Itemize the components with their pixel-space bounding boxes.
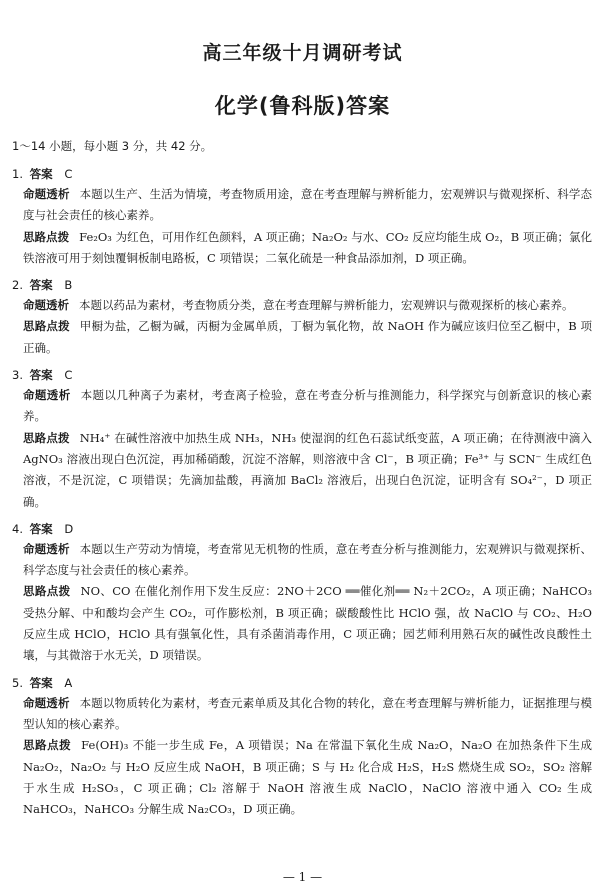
analysis-label: 命题透析 — [23, 695, 70, 710]
answer-line — [12, 519, 592, 539]
answer-value: A — [64, 675, 73, 690]
hint-paragraph — [23, 581, 592, 666]
question-1 — [12, 164, 592, 269]
answer-label: 答案 — [29, 368, 53, 383]
page-number: — 1 — — [282, 870, 323, 884]
answer-content — [12, 138, 592, 826]
hint-label: 思路点拨 — [23, 738, 72, 753]
analysis-text: 本题以生产劳动为情境，考查常见无机物的性质，意在考查分析与推测能力，宏观辨识与微观探析、科学态度与社会责任的核心素养。 — [23, 541, 593, 578]
answer-line — [12, 164, 592, 184]
page-title: 高三年级十月调研考试 — [202, 42, 403, 64]
hint-label: 思路点拨 — [23, 584, 71, 599]
hint-text: 甲橱为盐，乙橱为碱，丙橱为金属单质，丁橱为氧化物，故 NaOH 作为碱应该归位至乙橱中，B 项正确。 — [23, 319, 592, 355]
question-3 — [12, 365, 592, 513]
question-4 — [12, 519, 592, 667]
question-number: 1. — [12, 167, 23, 181]
answer-label: 答案 — [29, 521, 53, 536]
page-subtitle: 化学(鲁科版)答案 — [214, 94, 391, 118]
analysis-text: 本题以物质转化为素材，考查元素单质及其化合物的转化，意在考查理解与辨析能力，证据推理与模型认知的核心素养。 — [23, 695, 593, 731]
hint-paragraph — [23, 316, 592, 359]
analysis-text: 本题以药品为素材，考查物质分类，意在考查理解与辨析能力，宏观辨识与微观探析的核心素养。 — [79, 298, 574, 313]
analysis-label: 命题透析 — [23, 187, 70, 201]
question-number: 5. — [12, 675, 23, 690]
hint-paragraph — [23, 735, 592, 820]
answer-line — [12, 673, 592, 693]
analysis-paragraph — [23, 385, 592, 428]
analysis-label: 命题透析 — [23, 298, 69, 313]
hint-paragraph — [23, 227, 592, 270]
analysis-label: 命题透析 — [23, 388, 71, 403]
question-number: 4. — [12, 521, 23, 536]
hint-text: NH₄⁺ 在碱性溶液中加热生成 NH₃，NH₃ 使湿润的红色石蕊试纸变蓝，A 项正确；在待测液中滴入 AgNO₃ 溶液出现白色沉淀，再加稀硝酸，沉淀不溶解，则溶液中含 Cl⁻，B 项正确；Fe³⁺ 与 SCN⁻ 生成红色溶液，不是沉淀，C 项错误；先滴加盐酸，再滴加 BaCl₂ 溶液后，出现白色沉淀，证明含有 SO₄²⁻，D 项正确。 — [23, 430, 592, 509]
hint-text: NO、CO 在催化剂作用下发生反应：2NO＋2CO ══催化剂══ N₂＋2CO₂，A 项正确；NaHCO₃ 受热分解、中和酸均会产生 CO₂，可作膨松剂，B 项正确；碳酸酸性比 HClO 强，故 NaClO 与 CO₂、H₂O 反应生成 HClO，HClO 具有强氧化性，具有杀菌消毒作用，C 项正确；园艺师利用熟石灰的碱性改良酸性土壤，与其微溶于水无关，D 项错误。 — [23, 584, 592, 663]
answer-value: B — [64, 278, 73, 293]
analysis-label: 命题透析 — [23, 541, 70, 556]
answer-line — [12, 365, 592, 385]
answer-value: D — [64, 521, 74, 536]
analysis-text: 本题以生产、生活为情境，考查物质用途，意在考查理解与辨析能力，宏观辨识与微观探析、科学态度与社会责任的核心素养。 — [23, 187, 593, 223]
analysis-paragraph — [23, 184, 592, 227]
answer-label: 答案 — [29, 278, 53, 293]
question-number: 3. — [12, 368, 23, 383]
analysis-paragraph — [23, 295, 592, 316]
answer-value: C — [64, 167, 73, 181]
section-intro: 1～14 小题，每小题 3 分，共 42 分。 — [12, 139, 213, 153]
hint-paragraph — [23, 428, 592, 513]
hint-label: 思路点拨 — [23, 229, 70, 244]
answer-label: 答案 — [29, 167, 53, 181]
question-5 — [12, 673, 592, 821]
analysis-paragraph — [23, 539, 592, 582]
question-number: 2. — [12, 278, 23, 293]
analysis-paragraph — [23, 693, 592, 736]
analysis-text: 本题以几种离子为素材，考查离子检验，意在考查分析与推测能力，科学探究与创新意识的核心素养。 — [23, 388, 592, 424]
hint-text: Fe₂O₃ 为红色，可用作红色颜料，A 项正确；Na₂O₂ 与水、CO₂ 反应均能生成 O₂，B 项正确；氯化铁溶液可用于刻蚀覆铜板制电路板，C 项错误；二氧化硫是一种食品添加剂，D 项正确。 — [23, 229, 592, 265]
answer-value: C — [64, 368, 73, 383]
hint-label: 思路点拨 — [23, 319, 70, 334]
hint-label: 思路点拨 — [23, 430, 70, 445]
answer-line — [12, 275, 592, 295]
answer-label: 答案 — [29, 675, 53, 690]
hint-text: Fe(OH)₃ 不能一步生成 Fe，A 项错误；Na 在常温下氧化生成 Na₂O，Na₂O 在加热条件下生成 Na₂O₂，Na₂O₂ 与 H₂O 反应生成 NaOH，B 项正确；S 与 H₂ 化合成 H₂S，H₂S 燃烧生成 SO₂，SO₂ 溶解于水生成 H₂SO₃，C 项正确；Cl₂ 溶解于 NaOH 溶液生成 NaClO，NaClO 溶液中通入 CO₂ 生成 NaHCO₃，NaHCO₃ 分解生成 Na₂CO₃，D 项正确。 — [23, 738, 593, 817]
question-2 — [12, 275, 592, 359]
